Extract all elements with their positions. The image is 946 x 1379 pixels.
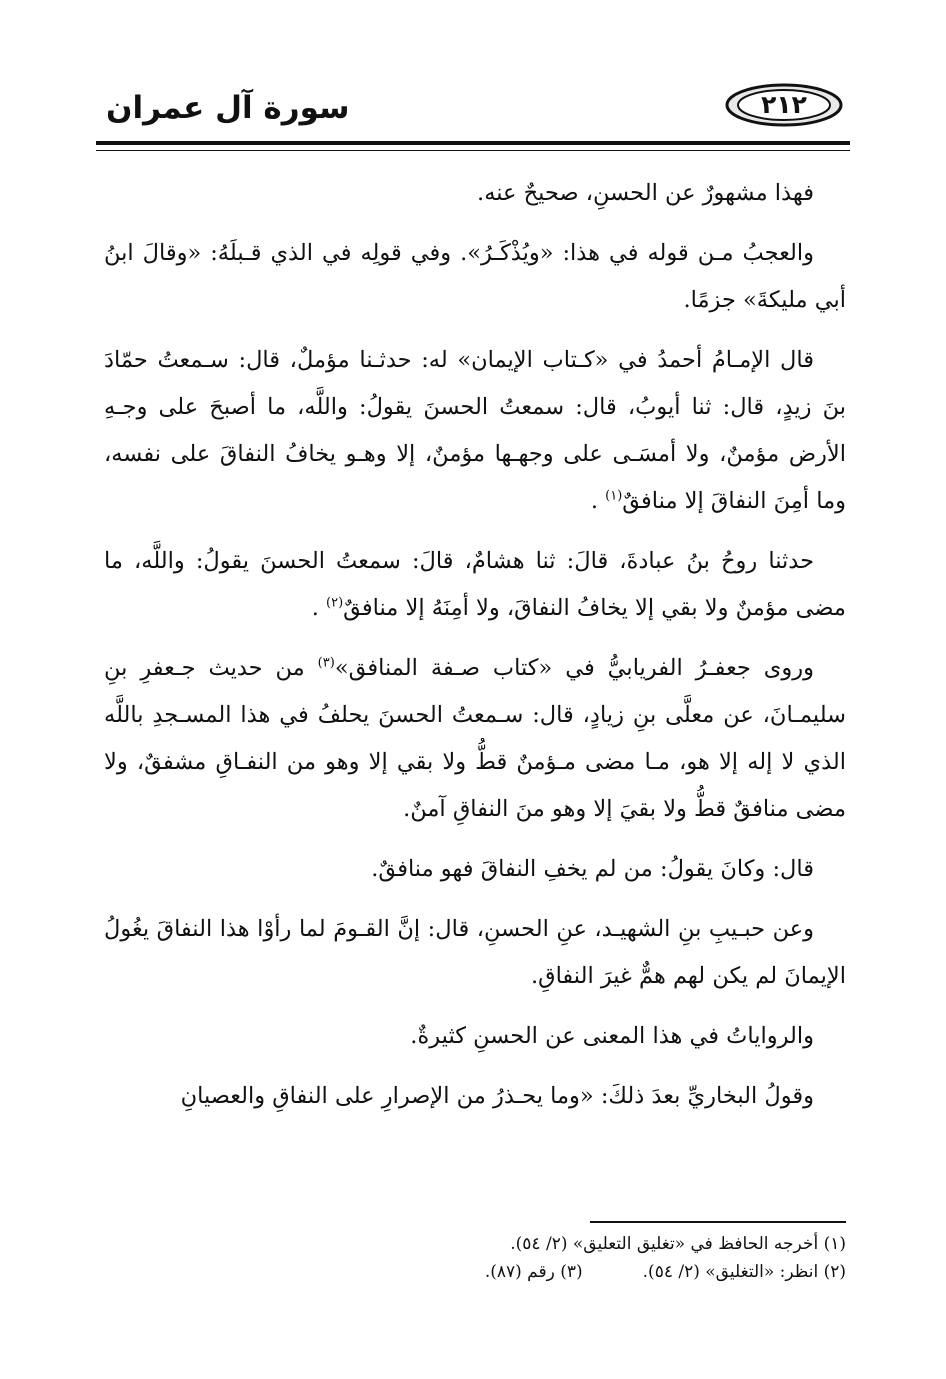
paragraph-tail: .: [311, 595, 326, 621]
page-header: [96, 80, 850, 142]
paragraph: وعن حبـيبِ بنِ الشهيـد، عنِ الحسنِ، قال: إنَّ القـومَ لما رأوْا هذا النفاقَ يغُولُ الإيمانَ لم يكن لهم همٌّ غيرَ النفاقِ.: [104, 916, 846, 989]
footnote-marker: (١): [605, 488, 623, 504]
footnote-separator: [590, 1221, 846, 1223]
footnote-1: (١) أخرجه الحافظ في «تغليق التعليق» (٢/ ٥٤).: [510, 1234, 846, 1254]
paragraph-text: قال الإمـامُ أحمدُ في «كـتاب الإيمان» له: حدثـنا مؤملٌ، قال: سـمعتُ حمّادَ بنَ زيدٍ، قال: ثنا أيوبُ، قال: سمعتُ الحسنَ يقولُ: واللَّه، ما أصبحَ على وجـهِ الأرض مؤمنٌ، ولا أمسَـى على وجهـها مؤمنٌ، إلا وهـو يخافُ النفاقَ على نفسه، وما أمِنَ النفاقَ إلا منافقٌ: [104, 347, 846, 514]
paragraph-tail: من حديث جـعفرِ بنِ سليمـانَ، عن معلَّى بنِ زيادٍ، قال: سـمعتُ الحسنَ يحلفُ في هذا المسـجدِ باللَّه الذي لا إله إلا هو، مـا مضى مـؤمنٌ قطُّ ولا بقي إلا وهو من النفـاقِ مشفقٌ، ولا مضى منافقٌ قطُّ ولا بقيَ إلا وهو منَ النفاقِ آمنٌ.: [104, 655, 846, 822]
paragraph: فهذا مشهورٌ عن الحسنِ، صحيحٌ عنه.: [477, 180, 814, 206]
paragraph-text: وروى جعفـرُ الفريابيُّ في «كتاب صـفة المنافق»: [334, 655, 815, 681]
footnote-2: (٢) انظر: «التغليق» (٢/ ٥٤).: [642, 1262, 846, 1282]
paragraph: قال: وكانَ يقولُ: من لم يخفِ النفاقَ فهو منافقٌ.: [371, 856, 814, 882]
paragraph-tail: .: [590, 488, 606, 514]
page-number: ٢١٢: [761, 90, 807, 119]
paragraph: [104, 538, 846, 632]
footnote-marker: (٢): [326, 595, 344, 611]
paragraph: وقولُ البخاريِّ بعدَ ذلكَ: «وما يحـذرُ من الإصرارِ على النفاقِ والعصيانِ: [180, 1083, 814, 1109]
paragraph-text: حدثنا روحُ بنُ عبادةَ، قالَ: ثنا هشامٌ، قالَ: سمعتُ الحسنَ يقولُ: واللَّه، ما مضى مؤمنٌ ولا بقي إلا يخافُ النفاقَ، ولا أمِنَهُ إلا منافقٌ: [104, 548, 846, 621]
footnote-marker: (٣): [317, 655, 335, 671]
footnotes: [104, 1230, 846, 1286]
paragraph: والرواياتُ في هذا المعنى عن الحسنِ كثيرةٌ.: [410, 1023, 814, 1049]
header-rule-thick: [96, 141, 850, 145]
paragraph: والعجبُ مـن قوله في هذا: «ويُذْكَـرُ». وفي قولِه في الذي قـبلَهُ: «وقالَ ابنُ أبي مليكةَ» جزمًا.: [104, 240, 846, 313]
surah-title: سورة آل عمران: [106, 90, 350, 126]
paragraph: [104, 645, 846, 833]
page-number-badge: [724, 82, 844, 128]
footnote-row: [104, 1258, 846, 1286]
paragraph: [104, 337, 846, 525]
main-text: [104, 170, 846, 1133]
header-rule-thin: [96, 150, 850, 151]
footnote-3: (٣) رقم (٨٧).: [484, 1262, 583, 1282]
